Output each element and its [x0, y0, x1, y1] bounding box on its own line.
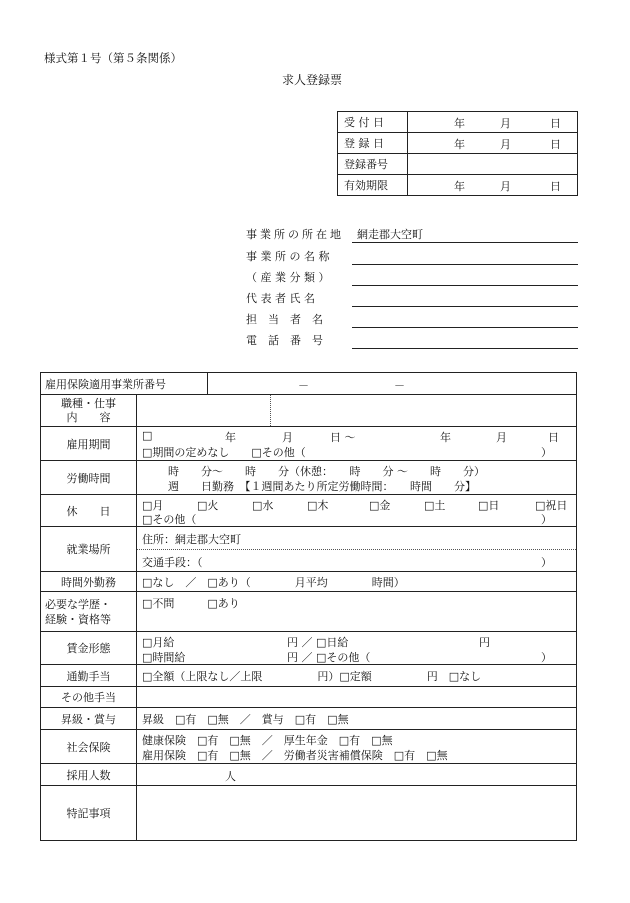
rodo-label: 労働時間	[41, 461, 137, 495]
day-checkbox-sun[interactable]: □日	[478, 499, 500, 512]
kyujitsu-other[interactable]: □その他（	[142, 513, 197, 526]
day-checkbox-sat[interactable]: □土	[424, 499, 446, 512]
month-label: 月	[500, 180, 511, 193]
toroku-date[interactable]	[408, 133, 578, 154]
kikan-month-1: 月	[282, 431, 293, 444]
page-title: 求人登録票	[282, 73, 343, 87]
koyo-kikan-row	[41, 427, 577, 461]
gakureki-row	[41, 592, 577, 632]
registration-table	[337, 111, 578, 196]
jusho-text: 住所：網走郡大空町	[142, 533, 241, 546]
toroku-row	[338, 133, 578, 154]
chingin-close-paren: ）	[541, 651, 552, 664]
tsukin-value[interactable]: □全額（上限なし／上限 円）□定額 円 □なし	[137, 665, 577, 687]
chingin-row	[41, 632, 577, 665]
year-label: 年	[454, 180, 465, 193]
shokushu-label	[41, 395, 137, 427]
contact-line[interactable]	[352, 327, 578, 328]
bango-field[interactable]	[408, 154, 578, 175]
uketsuke-row	[338, 112, 578, 133]
tsukin-label: 通勤手当	[41, 665, 137, 687]
shakai-line-2[interactable]: 雇用保険 □有 □無 ／ 労働者災害補償保険 □有 □無	[142, 749, 448, 762]
saiyo-label: 採用人数	[41, 764, 137, 786]
uketsuke-date[interactable]	[408, 112, 578, 133]
day-checkbox-holiday[interactable]: □祝日	[535, 499, 568, 512]
saiyo-field[interactable]	[137, 764, 577, 786]
day-checkbox-mon[interactable]: □月	[142, 499, 164, 512]
sonota-row	[41, 687, 577, 708]
office-location-label: 事業所の所在地	[246, 228, 344, 241]
kikan-day-from: 日 ～	[330, 431, 356, 444]
shokushu-divider	[270, 395, 271, 426]
kigen-label: 有効期限	[338, 175, 408, 196]
koyo-kikan-label: 雇用期間	[41, 427, 137, 461]
month-label: 月	[500, 138, 511, 151]
office-location-line[interactable]	[352, 242, 578, 243]
kotsu-text[interactable]: 交通手段：（	[142, 556, 203, 569]
sonota-label: その他手当	[41, 687, 137, 708]
day-label: 日	[550, 138, 561, 151]
tsukin-row	[41, 665, 577, 687]
shokyu-row	[41, 708, 577, 730]
rodo-line-1: 時 分～ 時 分（休憩： 時 分 ～ 時 分）	[168, 465, 485, 478]
chingin-nikkyu[interactable]: 円 ／ □日給	[287, 636, 349, 649]
day-checkbox-tue[interactable]: □火	[197, 499, 219, 512]
kikan-day-2: 日	[548, 431, 559, 444]
kyujitsu-label: 休 日	[41, 495, 137, 527]
koyo-hoken-row	[41, 373, 577, 395]
day-checkbox-wed[interactable]: □水	[252, 499, 274, 512]
representative-line[interactable]	[352, 306, 578, 307]
koyo-hoken-field[interactable]	[208, 373, 577, 395]
dash-2: －	[394, 379, 405, 392]
kyujitsu-row	[41, 495, 577, 527]
chingin-yen: 円	[479, 636, 490, 649]
day-label: 日	[550, 117, 561, 130]
office-name-line[interactable]	[352, 264, 578, 265]
kikan-year-2: 年	[440, 431, 451, 444]
month-label: 月	[500, 117, 511, 130]
tokki-label: 特記事項	[41, 786, 137, 841]
kikan-options[interactable]: □期間の定めなし □その他（	[142, 446, 306, 459]
chingin-field[interactable]	[137, 632, 577, 665]
phone-label: 電 話 番 号	[246, 334, 323, 347]
day-checkbox-thu[interactable]: □木	[307, 499, 329, 512]
phone-line[interactable]	[352, 348, 578, 349]
bango-label: 登録番号	[338, 154, 408, 175]
koyo-kikan-field[interactable]	[137, 427, 577, 461]
kigen-row	[338, 175, 578, 196]
year-label: 年	[454, 117, 465, 130]
kigen-date[interactable]	[408, 175, 578, 196]
contact-label: 担 当 者 名	[246, 313, 323, 326]
kyujitsu-field[interactable]	[137, 495, 577, 527]
rodo-field[interactable]	[137, 461, 577, 495]
year-label: 年	[454, 138, 465, 151]
chingin-other[interactable]: 円 ／ □その他（	[287, 651, 371, 664]
kotsu-close-paren: ）	[541, 556, 552, 569]
shokushu-label-l1: 職種・仕事	[61, 396, 116, 410]
shugyo-label: 就業場所	[41, 527, 137, 572]
shakai-row	[41, 730, 577, 764]
office-name-label: 事 業 所 の 名 称	[246, 250, 330, 263]
jikangai-value[interactable]: □なし ／ □あり（ 月平均 時間）	[137, 572, 577, 592]
bango-row	[338, 154, 578, 175]
rodo-line-2: 週 日勤務 【１週間あたり所定労働時間： 時間 分】	[168, 480, 476, 493]
shakai-field[interactable]	[137, 730, 577, 764]
saiyo-row	[41, 764, 577, 786]
koyo-hoken-label: 雇用保険適用事業所番号	[41, 373, 208, 395]
shokushu-field[interactable]	[137, 395, 577, 427]
rodo-row	[41, 461, 577, 495]
kikan-checkbox[interactable]: □	[142, 429, 153, 442]
job-form-table	[40, 372, 577, 841]
saiyo-unit: 人	[225, 770, 236, 783]
kikan-close-paren: ）	[541, 446, 552, 459]
shugyo-divider	[137, 549, 576, 550]
industry-label: （ 産 業 分 類 ）	[246, 271, 330, 284]
gakureki-label-l2: 経験・資格等	[45, 612, 111, 626]
office-location-value: 網走郡大空町	[357, 228, 423, 241]
industry-line[interactable]	[352, 285, 578, 286]
shakai-line-1[interactable]: 健康保険 □有 □無 ／ 厚生年金 □有 □無	[142, 734, 393, 747]
shokyu-value[interactable]: 昇級 □有 □無 ／ 賞与 □有 □無	[137, 708, 577, 730]
gakureki-field[interactable]	[137, 592, 577, 632]
gakureki-label-l1: 必要な学歴・	[45, 597, 111, 611]
tokki-row	[41, 786, 577, 841]
kyujitsu-close-paren: ）	[541, 513, 552, 526]
jikangai-label: 時間外勤務	[41, 572, 137, 592]
uketsuke-label: 受 付 日	[338, 112, 408, 133]
tokki-field[interactable]	[137, 786, 577, 841]
shokushu-label-l2: 内 容	[66, 410, 111, 424]
shugyo-row	[41, 527, 577, 572]
shugyo-field[interactable]	[137, 527, 577, 572]
dash-1: －	[298, 379, 309, 392]
day-label: 日	[550, 180, 561, 193]
day-checkbox-fri[interactable]: □金	[369, 499, 391, 512]
chingin-gekkyu[interactable]: □月給	[142, 636, 175, 649]
kikan-year-1: 年	[225, 431, 236, 444]
form-number: 様式第１号（第５条関係）	[44, 51, 182, 65]
representative-label: 代 表 者 氏 名	[246, 292, 315, 305]
gakureki-options[interactable]: □不問 □あり	[142, 597, 240, 610]
chingin-jikankyu[interactable]: □時間給	[142, 651, 186, 664]
gakureki-label	[41, 592, 137, 632]
shokushu-row	[41, 395, 577, 427]
chingin-label: 賃金形態	[41, 632, 137, 665]
sonota-field[interactable]	[137, 687, 577, 708]
kikan-month-2: 月	[496, 431, 507, 444]
shakai-label: 社会保険	[41, 730, 137, 764]
shokyu-label: 昇級・賞与	[41, 708, 137, 730]
toroku-label: 登 録 日	[338, 133, 408, 154]
jikangai-row	[41, 572, 577, 592]
